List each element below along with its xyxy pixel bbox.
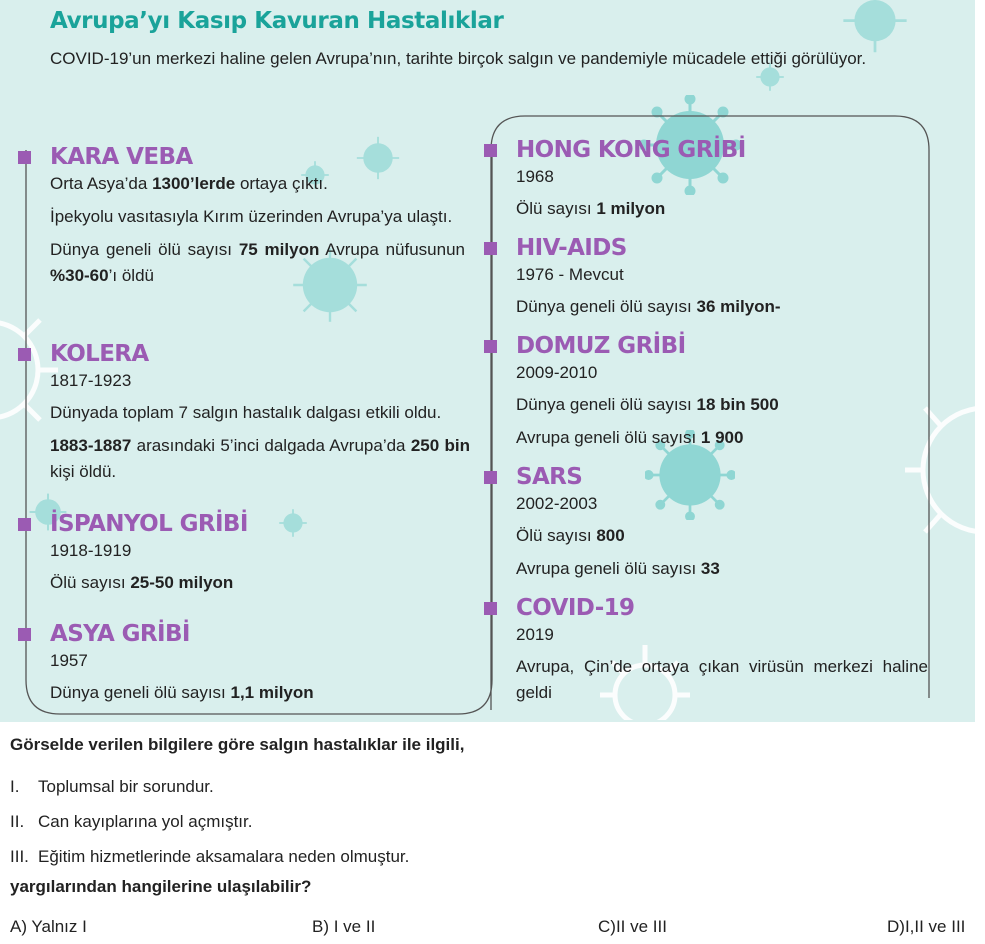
entry-line: İpekyolu vasıtasıyla Kırım üzerinden Avrupa’ya ulaştı. [50,207,453,226]
entry-date: 2009-2010 [516,363,598,382]
entry-line: Ölü sayısı 1 milyon [516,199,666,218]
square-bullet-icon [18,518,31,531]
entry-heading: COVID-19 [516,595,635,621]
statement-number: I. [10,777,20,796]
entry-asya-gribi [50,620,470,713]
entry-hiv-aids [516,234,926,327]
entry-heading: ASYA GRİBİ [50,621,190,647]
entry-line: Avrupa geneli ölü sayısı 1 900 [516,428,744,447]
entry-date: 1976 - Mevcut [516,265,624,284]
answer-option-d[interactable]: D)I,II ve III [887,917,966,936]
answer-option-c[interactable]: C)II ve III [598,917,667,936]
square-bullet-icon [484,471,497,484]
answer-option-a[interactable]: A) Yalnız I [10,917,87,936]
intro-text: COVID-19’un merkezi haline gelen Avrupa’nın, tarihte birçok salgın ve pandemiyle mücadele ettiği görülüyor. [50,49,867,68]
entry-date: 2002-2003 [516,494,598,513]
entry-heading: KARA VEBA [50,144,193,170]
page-title: Avrupa’yı Kasıp Kavuran Hastalıklar [50,8,504,34]
square-bullet-icon [484,602,497,615]
entry-line: Ölü sayısı 800 [516,526,625,545]
entry-line: Dünya geneli ölü sayısı 75 milyon Avrupa nüfusunun %30-60’ı öldü [50,240,465,285]
square-bullet-icon [484,242,497,255]
entry-kara-veba [50,143,465,296]
entry-heading: HIV-AIDS [516,235,627,261]
entry-sars [516,463,926,589]
statement-1 [10,777,214,797]
square-bullet-icon [18,628,31,641]
entry-kolera [50,340,470,492]
entry-hong-kong-gribi [516,136,926,229]
entry-heading: HONG KONG GRİBİ [516,137,746,163]
entry-domuz-gribi [516,332,926,458]
square-bullet-icon [484,340,497,353]
entry-line: Ölü sayısı 25-50 milyon [50,573,234,592]
entry-ispanyol-gribi [50,510,470,603]
statement-3 [10,847,409,867]
entry-line: Orta Asya’da 1300’lerde ortaya çıktı. [50,174,328,193]
entry-covid-19 [516,594,928,713]
statement-text: Eğitim hizmetlerinde aksamalara neden olmuştur. [38,847,410,866]
entry-line: Dünyada toplam 7 salgın hastalık dalgası etkili oldu. [50,403,442,422]
square-bullet-icon [484,144,497,157]
entry-line: Avrupa geneli ölü sayısı 33 [516,559,720,578]
entry-line: Dünya geneli ölü sayısı 36 milyon- [516,297,781,316]
statement-number: II. [10,812,25,831]
entry-line: Dünya geneli ölü sayısı 1,1 milyon [50,683,314,702]
square-bullet-icon [18,151,31,164]
square-bullet-icon [18,348,31,361]
entry-line: Dünya geneli ölü sayısı 18 bin 500 [516,395,779,414]
statement-text: Toplumsal bir sorundur. [38,777,214,796]
entry-heading: İSPANYOL GRİBİ [50,511,248,537]
entry-heading: SARS [516,464,583,490]
statement-2 [10,812,252,832]
entry-heading: KOLERA [50,341,149,367]
question-closing: yargılarından hangilerine ulaşılabilir? [10,877,312,896]
entry-date: 1957 [50,651,88,670]
answer-option-b[interactable]: B) I ve II [312,917,376,936]
statement-text: Can kayıplarına yol açmıştır. [38,812,253,831]
entry-date: 1918-1919 [50,541,132,560]
entry-date: 1817-1923 [50,371,132,390]
entry-date: 1968 [516,167,554,186]
entry-date: 2019 [516,625,554,644]
entry-heading: DOMUZ GRİBİ [516,333,686,359]
statement-number: III. [10,847,29,866]
entry-line: Avrupa, Çin’de ortaya çıkan virüsün merkezi haline geldi [516,657,928,702]
entry-line: 1883-1887 arasındaki 5’inci dalgada Avrupa’da 250 bin kişi öldü. [50,436,470,481]
question-prompt: Görselde verilen bilgilere göre salgın hastalıklar ile ilgili, [10,735,465,754]
